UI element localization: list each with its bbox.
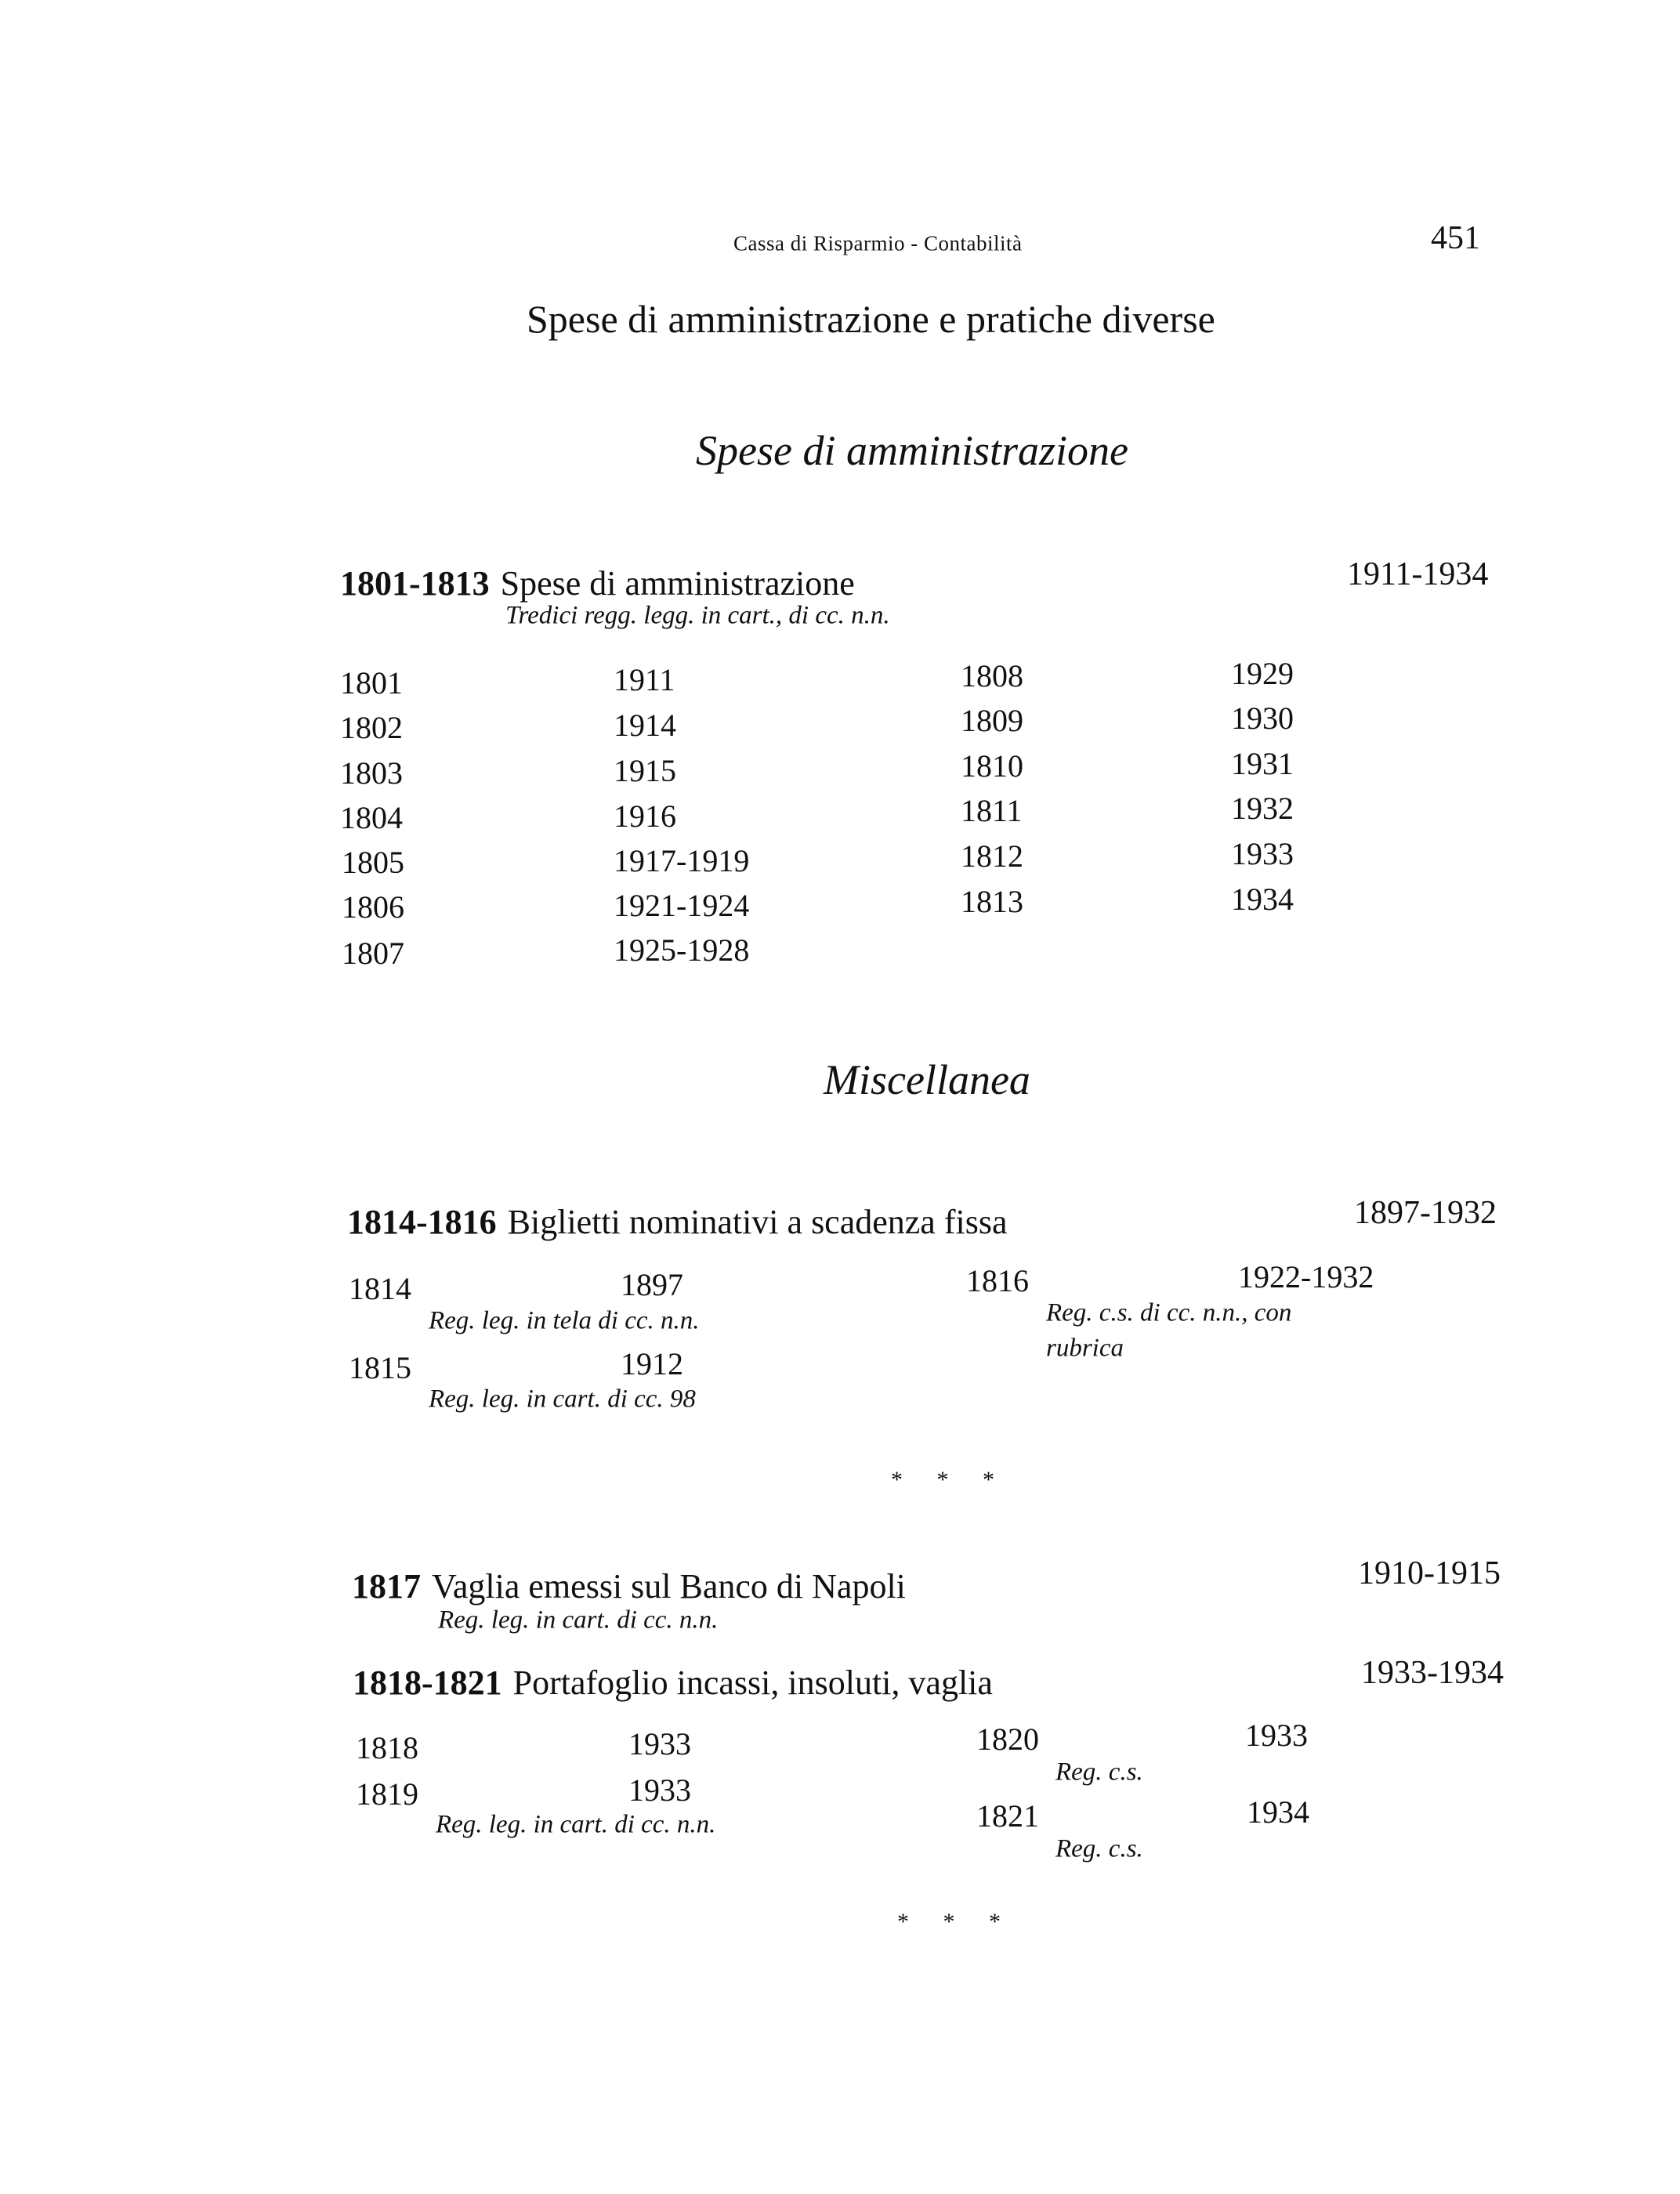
item-date: 1933 — [628, 1772, 691, 1808]
item-date: 1912 — [621, 1346, 683, 1381]
entry-description: Reg. leg. in cart. di cc. n.n. — [438, 1606, 719, 1635]
item-date: 1932 — [1231, 791, 1294, 826]
item-number: 1813 — [961, 884, 1023, 919]
entry-heading — [352, 1569, 906, 1604]
item-date: 1930 — [1231, 701, 1294, 736]
item-number: 1801 — [340, 665, 403, 701]
separator: * * * — [897, 1909, 1015, 1935]
entry-dates: 1897-1932 — [1354, 1195, 1497, 1231]
item-number: 1821 — [976, 1798, 1039, 1834]
item-date: 1925-1928 — [614, 932, 750, 968]
entry-number: 1814-1816 — [347, 1203, 497, 1241]
item-description-continued: rubrica — [1046, 1334, 1124, 1363]
item-number: 1818 — [356, 1730, 418, 1765]
item-date: 1911 — [614, 662, 675, 697]
entry-title: Biglietti nominativi a scadenza fissa — [507, 1203, 1008, 1241]
item-date: 1921-1924 — [614, 888, 750, 923]
item-number: 1810 — [961, 748, 1023, 784]
item-date: 1933 — [1231, 836, 1294, 871]
entry-title: Portafoglio incassi, insoluti, vaglia — [512, 1664, 993, 1702]
entry-dates: 1933-1934 — [1361, 1655, 1504, 1691]
item-number: 1807 — [342, 936, 404, 971]
item-date: 1931 — [1231, 746, 1294, 781]
item-number: 1814 — [349, 1271, 411, 1306]
item-number: 1806 — [342, 889, 404, 925]
entry-dates: 1910-1915 — [1358, 1555, 1501, 1591]
item-description: Reg. leg. in tela di cc. n.n. — [429, 1306, 700, 1335]
entry-description: Tredici regg. legg. in cart., di cc. n.n. — [505, 601, 890, 630]
item-date: 1914 — [614, 708, 676, 743]
item-date: 1915 — [614, 753, 676, 788]
page-number: 451 — [1431, 220, 1480, 256]
entry-heading — [340, 564, 855, 603]
entry-number: 1801-1813 — [340, 564, 490, 603]
item-description: Reg. leg. in cart. di cc. n.n. — [436, 1810, 716, 1839]
item-date: 1916 — [614, 798, 676, 834]
item-date: 1897 — [621, 1267, 683, 1302]
item-description: Reg. leg. in cart. di cc. 98 — [429, 1385, 696, 1414]
item-description: Reg. c.s. — [1055, 1834, 1143, 1863]
item-number: 1815 — [349, 1350, 411, 1385]
item-number: 1802 — [340, 710, 403, 745]
item-description: Reg. c.s. — [1055, 1758, 1143, 1787]
entry-dates: 1911-1934 — [1347, 556, 1489, 592]
item-number: 1819 — [356, 1776, 418, 1812]
item-number: 1820 — [976, 1722, 1039, 1757]
item-number: 1803 — [340, 755, 403, 791]
page-title: Spese di amministrazione e pratiche diverse — [527, 297, 1215, 341]
item-number: 1805 — [342, 845, 404, 880]
item-number: 1804 — [340, 800, 403, 835]
item-number: 1808 — [961, 658, 1023, 693]
entry-title: Spese di amministrazione — [500, 564, 855, 603]
entry-title: Vaglia emessi sul Banco di Napoli — [432, 1567, 906, 1606]
item-number: 1809 — [961, 703, 1023, 738]
item-description: Reg. c.s. di cc. n.n., con — [1046, 1298, 1292, 1327]
item-number: 1811 — [961, 793, 1023, 828]
section-heading: Miscellanea — [824, 1056, 1030, 1103]
item-number: 1816 — [966, 1263, 1029, 1298]
item-date: 1917-1919 — [614, 843, 750, 878]
item-date: 1933 — [1245, 1718, 1308, 1753]
entry-heading — [353, 1666, 993, 1700]
item-date: 1934 — [1231, 882, 1294, 917]
item-date: 1933 — [628, 1726, 691, 1761]
entry-number: 1817 — [352, 1567, 421, 1606]
running-title: Cassa di Risparmio - Contabilità — [733, 231, 1023, 255]
item-date: 1922-1932 — [1238, 1259, 1374, 1294]
entry-number: 1818-1821 — [353, 1664, 502, 1702]
separator: * * * — [891, 1467, 1008, 1493]
section-heading: Spese di amministrazione — [696, 427, 1128, 474]
item-date: 1929 — [1231, 656, 1294, 691]
item-date: 1934 — [1247, 1794, 1309, 1830]
item-number: 1812 — [961, 838, 1023, 874]
entry-heading — [347, 1205, 1007, 1240]
